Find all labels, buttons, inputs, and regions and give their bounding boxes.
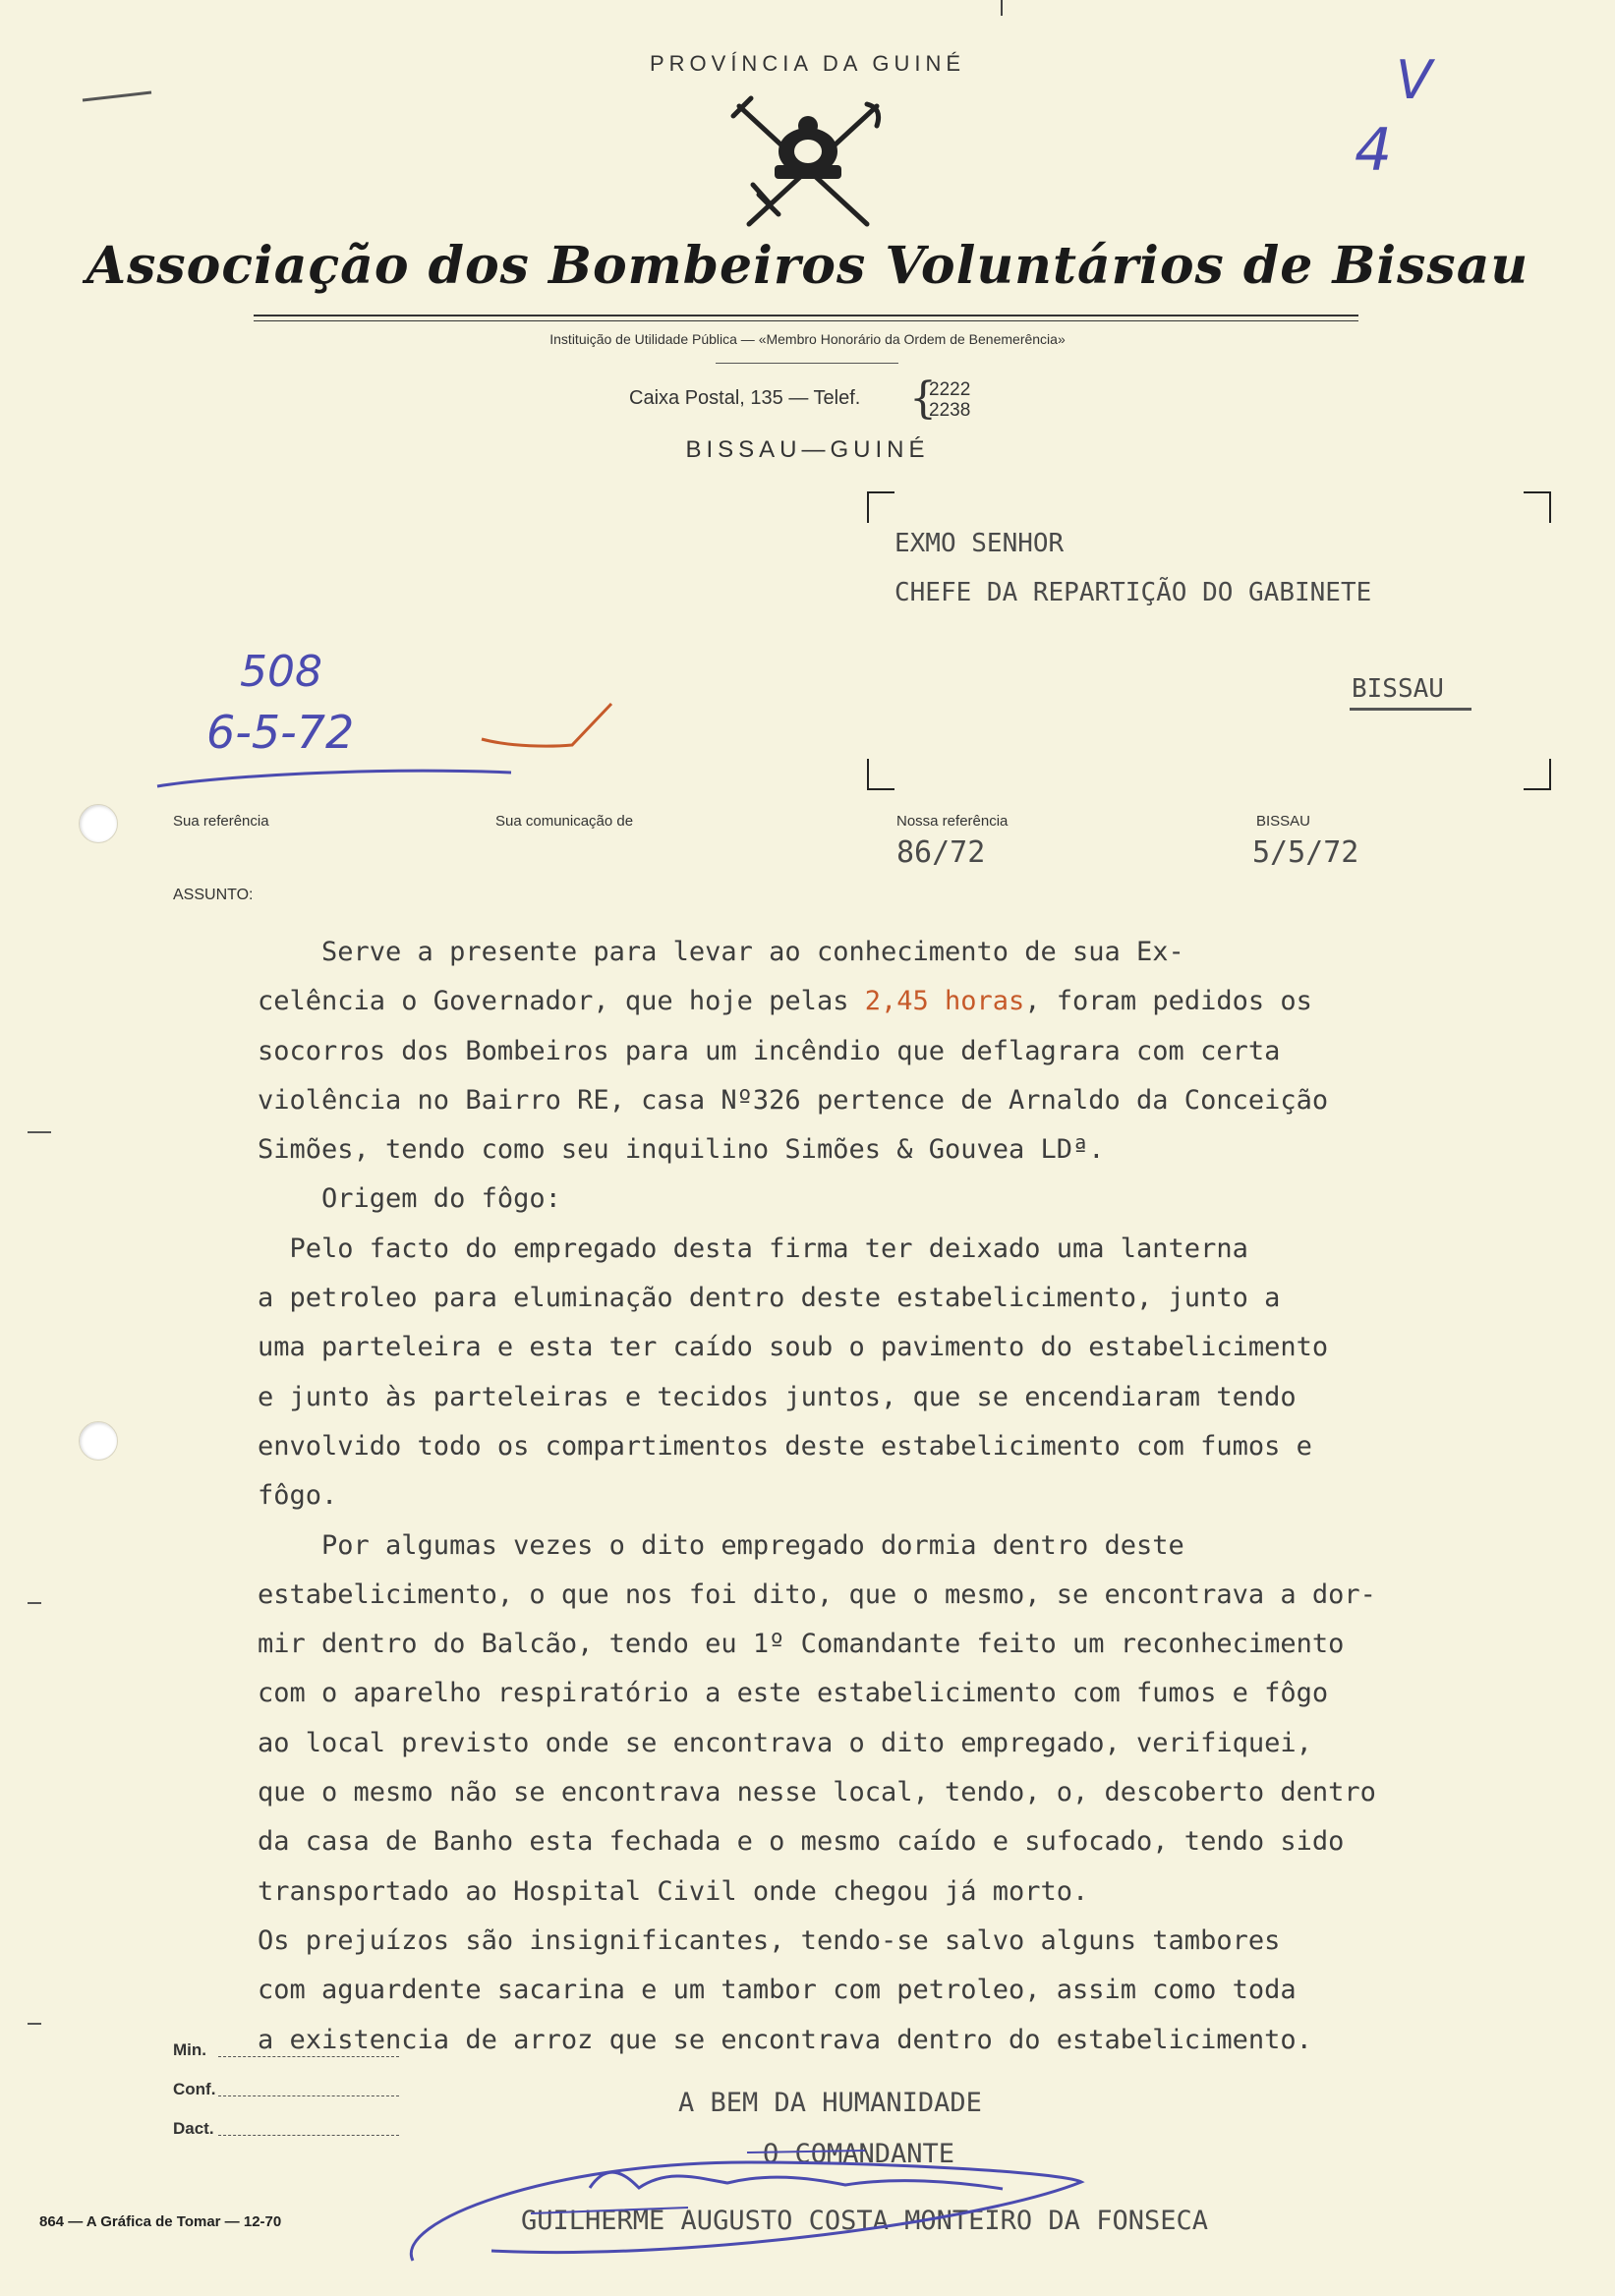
letter-body [258,928,1614,2065]
body-line: Pelo facto do empregado desta firma ter deixado uma lanterna [258,1233,1248,1264]
conference-field [173,2070,215,2109]
addressee-line-2: CHEFE DA REPARTIÇÃO DO GABINETE [894,578,1372,607]
body-line: ao local previsto onde se encontrava o dito empregado, verifiquei, [258,1727,1312,1758]
address-corner-mark [1524,491,1551,523]
blue-underline-stroke [157,771,511,786]
body-text-span: celência o Governador, que hoje pelas [258,986,865,1017]
body-line: envolvido todo os compartimentos deste estabelicimento com fumos e [258,1430,1312,1462]
margin-dash [28,1131,51,1133]
pencil-stroke [83,92,151,100]
handwritten-margin-mark: V [1396,49,1432,111]
body-line: fôgo. [258,1480,338,1512]
printer-imprint: 864 — A Gráfica de Tomar — 12-70 [39,2213,282,2230]
body-line: que o mesmo não se encontrava nesse local, tendo, o, descoberto dentro [258,1777,1376,1808]
punch-hole-bottom [79,1421,118,1461]
typing-field [173,2109,215,2149]
conference-label: Conf. [173,2080,216,2098]
body-line: da casa de Banho esta fechada e o mesmo caído e sufocado, tendo sido [258,1826,1345,1858]
addressee-city-underline [1350,708,1471,711]
typing-label: Dact. [173,2119,214,2138]
handwritten-entry-date: 6-5-72 [206,706,355,759]
red-check-mark-icon [482,704,611,746]
typist-fields [173,2031,215,2149]
firefighter-emblem-icon [720,86,896,232]
time-highlight: 2,45 horas [864,986,1025,1017]
body-line: e junto às parteleiras e tecidos juntos, que se encendiaram tendo [258,1381,1297,1412]
body-line: a existencia de arroz que se encontrava dentro do estabelicimento. [258,2024,1312,2055]
handwritten-entry-number: 508 [240,647,322,697]
body-line: mir dentro do Balcão, tendo eu 1º Comandante feito um reconhecimento [258,1629,1345,1660]
your-communication-label: Sua comunicação de [495,813,634,830]
body-line [258,977,1614,1026]
province-heading: PROVÍNCIA DA GUINÉ [649,51,966,76]
body-line: estabelicimento, o que nos foi dito, que o mesmo, se encontrava a dor- [258,1578,1376,1610]
body-line: violência no Bairro RE, casa Nº326 pertence de Arnaldo da Conceição [258,1084,1329,1116]
body-line: Por algumas vezes o dito empregado dormia dentro deste [258,1529,1184,1561]
body-line: socorros dos Bombeiros para um incêndio que deflagrara com certa [258,1035,1281,1066]
phone-brace: { [909,373,937,424]
our-reference-value: 86/72 [896,835,986,870]
address-corner-mark [867,759,894,790]
phone-number: 2238 [929,400,971,421]
organization-name: Associação dos Bombeiros Voluntários de Bissau [86,236,1529,296]
field-line [218,2135,399,2136]
institution-line: Instituição de Utilidade Pública — «Membro Honorário da Ordem de Benemerência» [549,331,1066,347]
margin-dash [28,1602,41,1604]
body-line: Os prejuízos são insignificantes, tendo-se salvo alguns tambores [258,1924,1281,1956]
signatory-name: GUILHERME AUGUSTO COSTA MONTEIRO DA FONSECA [521,2206,1208,2236]
addressee-line-1: EXMO SENHOR [894,529,1065,558]
subject-label: ASSUNTO: [173,887,254,903]
signatory-title: O COMANDANTE [763,2139,955,2169]
field-line [218,2095,399,2096]
letterhead-city: BISSAU—GUINÉ [685,436,930,463]
body-line: a petroleo para eluminação dentro deste estabelicimento, junto a [258,1283,1281,1314]
address-corner-mark [1524,759,1551,790]
body-line: Simões, tendo como seu inquilino Simões & Gouvea LDª. [258,1134,1105,1166]
place-label: BISSAU [1256,813,1311,830]
postal-address: Caixa Postal, 135 — Telef. [629,387,861,409]
punch-hole-top [79,804,118,843]
body-line: uma parteleira e esta ter caído soub o pavimento do estabelicimento [258,1332,1329,1363]
addressee-city: BISSAU [1352,674,1444,704]
minute-field [173,2031,215,2070]
body-line: Serve a presente para levar ao conhecimento de sua Ex- [258,937,1184,967]
our-reference-label: Nossa referência [896,813,1009,830]
phone-numbers [929,379,970,421]
address-corner-mark [867,491,894,523]
field-line [218,2056,399,2057]
body-line: com aguardente sacarina e um tambor com petroleo, assim como toda [258,1975,1297,2006]
body-line: transportado ao Hospital Civil onde chegou já morto. [258,1875,1089,1907]
closing-motto: A BEM DA HUMANIDADE [678,2088,982,2118]
minute-label: Min. [173,2040,206,2059]
letterhead-rule [254,320,1358,321]
letter-date: 5/5/72 [1252,835,1359,870]
your-reference-label: Sua referência [173,813,269,830]
letterhead-short-rule [716,363,898,364]
phone-number: 2222 [929,379,971,400]
origin-heading: Origem do fôgo: [258,1183,561,1215]
letterhead-rule [254,315,1358,316]
body-line: com o aparelho respiratório a este estabelicimento com fumos e fôgo [258,1678,1329,1709]
handwritten-margin-mark: 4 [1355,116,1393,185]
signature-strokes [590,2172,1003,2189]
top-tick-mark [1001,0,1003,16]
margin-dash [28,2023,41,2025]
body-text-span: , foram pedidos os [1024,986,1312,1017]
